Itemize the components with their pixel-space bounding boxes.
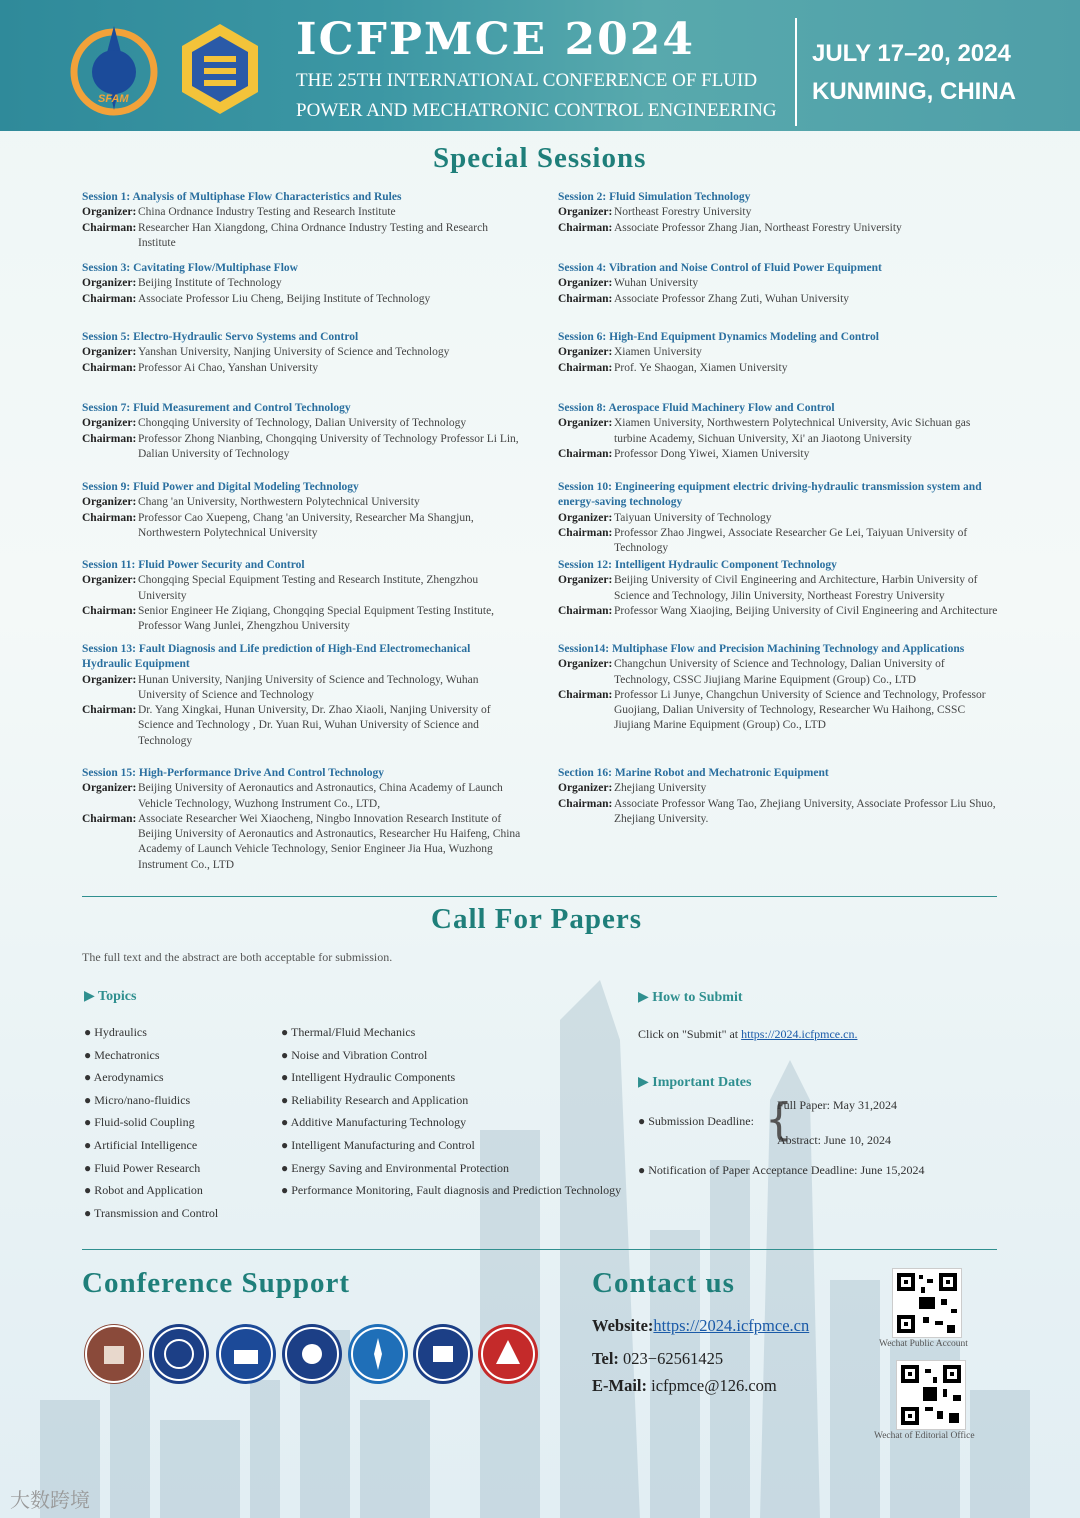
chairman-label: Chairman: <box>558 797 613 810</box>
session-organizer: Northeast Forestry University <box>614 206 752 219</box>
divider-line <box>82 896 997 897</box>
session-chairman: Professor Wang Xiaojing, Beijing University of Civil Engineering and Architecture <box>614 604 998 617</box>
chairman-label: Chairman: <box>82 812 137 825</box>
session-organizer: Zhejiang University <box>614 782 707 795</box>
supporter-seal-3 <box>216 1324 276 1384</box>
session-chairman-row <box>558 604 998 619</box>
conference-location: KUNMING, CHINA <box>812 78 1016 105</box>
supporter-seal-2 <box>149 1324 209 1384</box>
chairman-label: Chairman: <box>558 447 613 460</box>
website-label: Website: <box>592 1316 654 1335</box>
qr-caption-public-account: Wechat Public Account <box>879 1339 968 1349</box>
session-chairman: Associate Professor Wang Tao, Zhejiang University, Associate Professor Liu Shuo, Zhejiang University. <box>614 797 996 825</box>
topic-item: ● Performance Monitoring, Fault diagnosis and Prediction Technology <box>281 1183 622 1198</box>
session-organizer: Yanshan University, Nanjing University of Science and Technology <box>138 346 450 359</box>
divider-line-2 <box>82 1249 997 1250</box>
topic-item: ● Intelligent Hydraulic Components <box>281 1070 456 1085</box>
submit-link[interactable]: https://2024.icfpmce.cn. <box>741 1027 858 1041</box>
session-organizer-row <box>558 511 998 526</box>
session-chairman-row <box>82 221 522 252</box>
qr-caption-editorial-office: Wechat of Editorial Office <box>874 1431 975 1441</box>
session-title: Session 7: Fluid Measurement and Control Technology <box>82 402 351 414</box>
chairman-label: Chairman: <box>558 292 613 305</box>
topic-item: ● Aerodynamics <box>84 1070 164 1085</box>
organizer-label: Organizer: <box>82 277 137 290</box>
session-block <box>558 330 998 376</box>
website-row <box>592 1316 809 1336</box>
supporter-seal-4 <box>282 1324 342 1384</box>
session-organizer-row <box>558 345 998 360</box>
organizer-label: Organizer: <box>558 782 613 795</box>
important-dates-heading: ▶ Important Dates <box>638 1075 752 1090</box>
session-organizer: Beijing University of Civil Engineering and Architecture, Harbin University of Science and Technology, Jilin University, Northeast Forestry University <box>614 574 978 602</box>
session-organizer: Changchun University of Science and Technology, Dalian University of Technology, CSSC Jiujiang Marine Equipment (Group) Co., LTD <box>614 658 945 686</box>
session-chairman-row <box>82 432 522 463</box>
session-block <box>558 642 998 734</box>
session-chairman-row <box>82 703 522 749</box>
session-block <box>82 642 522 749</box>
session-organizer: Beijing University of Aeronautics and Astronautics, China Academy of Launch Vehicle Technology, Wuzhong Instrument Co., LTD, <box>138 782 503 810</box>
topic-item: ● Fluid Power Research <box>84 1160 201 1175</box>
session-chairman: Professor Cao Xuepeng, Chang 'an University, Researcher Ma Shangjun, Northwestern Polytechnical University <box>138 511 474 539</box>
session-organizer: China Ordnance Industry Testing and Research Institute <box>138 206 396 219</box>
session-block <box>558 190 998 236</box>
session-title: Session 3: Cavitating Flow/Multiphase Flow <box>82 262 298 274</box>
session-chairman: Associate Professor Zhang Zuti, Wuhan University <box>614 292 850 305</box>
chairman-label: Chairman: <box>558 604 613 617</box>
session-chairman: Professor Ai Chao, Yanshan University <box>138 361 319 374</box>
session-block <box>558 401 998 462</box>
chairman-label: Chairman: <box>82 432 137 445</box>
conference-date: JULY 17–20, 2024 <box>812 40 1011 67</box>
how-to-submit-heading: ▶ How to Submit <box>638 990 743 1005</box>
sfam-logo <box>68 20 160 120</box>
chairman-label: Chairman: <box>82 511 137 524</box>
session-block <box>82 190 522 251</box>
session-title: Session 10: Engineering equipment electric driving-hydraulic transmission system and energy-saving technology <box>558 481 982 509</box>
session-chairman: Professor Zhao Jingwei, Associate Researcher Ge Lei, Taiyuan University of Technology <box>614 526 968 555</box>
session-organizer: Xiamen University, Northwestern Polytechnical University, Avic Sichuan gas turbine Academy, Sichuan University, Xi' an Jiaotong University <box>614 417 971 445</box>
session-chairman: Professor Li Junye, Changchun University of Science and Technology, Professor Guojiang, Dalian University of Technology, Researcher Wu Haihong, CSSC Jiujiang Marine Equipment (Group) Co., LTD <box>614 688 986 732</box>
conference-support-heading: Conference Support <box>82 1267 350 1299</box>
session-organizer-row <box>82 495 522 510</box>
tel-row <box>592 1349 723 1369</box>
topic-item: ● Noise and Vibration Control <box>281 1047 428 1062</box>
supporter-seal-6 <box>413 1324 473 1384</box>
chairman-label: Chairman: <box>82 292 137 305</box>
session-title: Section 16: Marine Robot and Mechatronic Equipment <box>558 767 829 779</box>
session-chairman-row <box>82 361 522 376</box>
brace-symbol: { <box>765 1094 793 1145</box>
topics-column-2 <box>281 1021 621 1202</box>
session-organizer: Chongqing University of Technology, Dalian University of Technology <box>138 417 467 430</box>
organizer-label: Organizer: <box>82 206 137 219</box>
tel-label: Tel: <box>592 1349 619 1368</box>
session-block <box>82 261 522 307</box>
session-title: Session 4: Vibration and Noise Control of Fluid Power Equipment <box>558 262 882 274</box>
session-title: Session 2: Fluid Simulation Technology <box>558 191 751 203</box>
session-chairman-row <box>558 447 998 462</box>
organizer-label: Organizer: <box>558 511 613 524</box>
session-organizer: Beijing Institute of Technology <box>138 277 282 290</box>
subtitle-line-2: POWER AND MECHATRONIC CONTROL ENGINEERING <box>296 100 777 121</box>
header-banner <box>0 0 1080 131</box>
session-chairman-row <box>82 604 522 635</box>
organizer-label: Organizer: <box>82 496 137 509</box>
topic-item: ● Micro/nano-fluidics <box>84 1092 191 1107</box>
qr-code-editorial-office <box>896 1360 966 1430</box>
organizer-label: Organizer: <box>82 346 137 359</box>
session-chairman: Prof. Ye Shaogan, Xiamen University <box>614 361 788 374</box>
topic-item: ● Intelligent Manufacturing and Control <box>281 1137 475 1152</box>
email-value: icfpmce@126.com <box>651 1376 777 1395</box>
topic-item: ● Thermal/Fluid Mechanics <box>281 1025 416 1039</box>
session-chairman-row <box>82 812 522 873</box>
organizer-label: Organizer: <box>82 574 137 587</box>
how-to-submit-label: Click on "Submit" at <box>638 1027 739 1041</box>
session-title: Session 12: Intelligent Hydraulic Component Technology <box>558 559 837 571</box>
session-organizer-row <box>558 573 998 604</box>
session-chairman: Researcher Han Xiangdong, China Ordnance Industry Testing and Research Institute <box>138 221 488 249</box>
session-chairman-row <box>82 511 522 542</box>
submission-deadline-label: ● Submission Deadline: <box>638 1114 754 1128</box>
session-block <box>82 330 522 376</box>
topic-item: ● Energy Saving and Environmental Protection <box>281 1160 509 1175</box>
session-chairman: Professor Dong Yiwei, Xiamen University <box>614 447 810 460</box>
session-organizer-row <box>558 781 998 796</box>
organizer-label: Organizer: <box>558 574 613 587</box>
session-organizer-row <box>82 673 522 704</box>
organizer-label: Organizer: <box>82 782 137 795</box>
session-chairman: Professor Zhong Nianbing, Chongqing University of Technology Professor Li Lin, Dalian University of Technology <box>138 432 519 460</box>
topics-column-1 <box>84 1021 218 1224</box>
topic-item: ● Mechatronics <box>84 1047 160 1062</box>
session-organizer-row <box>82 276 522 291</box>
chairman-label: Chairman: <box>82 704 137 717</box>
conference-logo <box>178 22 262 116</box>
session-title: Session 6: High-End Equipment Dynamics Modeling and Control <box>558 331 879 343</box>
session-chairman: Associate Researcher Wei Xiaocheng, Ningbo Innovation Research Institute of Beijing University of Aeronautics and Astronautics, Researcher Hu Haifeng, China Academy of Launch Vehicle Technology, Senior Engineer Jia Hua, Wuzhong Instrument Co., LTD <box>138 812 521 871</box>
session-title: Session14: Multiphase Flow and Precision Machining Technology and Applications <box>558 643 965 655</box>
chairman-label: Chairman: <box>82 361 137 374</box>
organizer-label: Organizer: <box>558 658 613 671</box>
session-block <box>558 261 998 307</box>
session-organizer-row <box>82 573 522 604</box>
topic-item: ● Transmission and Control <box>84 1205 219 1220</box>
session-organizer: Wuhan University <box>614 277 699 290</box>
session-title: Session 5: Electro-Hydraulic Servo Systems and Control <box>82 331 359 343</box>
chairman-label: Chairman: <box>558 688 613 701</box>
session-organizer-row <box>82 345 522 360</box>
call-for-papers-heading: Call For Papers <box>431 903 642 935</box>
session-chairman-row <box>82 292 522 307</box>
session-organizer-row <box>558 205 998 220</box>
chairman-label: Chairman: <box>82 604 137 617</box>
topic-item: ● Hydraulics <box>84 1025 147 1039</box>
session-organizer-row <box>558 657 998 688</box>
topic-item: ● Additive Manufacturing Technology <box>281 1115 467 1130</box>
conference-subtitle <box>296 66 786 126</box>
session-title: Session 9: Fluid Power and Digital Modeling Technology <box>82 481 359 493</box>
full-paper-date: Full Paper: May 31,2024 <box>777 1098 897 1112</box>
organizer-label: Organizer: <box>82 673 137 686</box>
session-chairman-row <box>558 688 998 734</box>
session-chairman-row <box>558 221 998 236</box>
chairman-label: Chairman: <box>82 221 137 234</box>
website-link[interactable]: https://2024.icfpmce.cn <box>653 1316 810 1335</box>
abstract-date: Abstract: June 10, 2024 <box>777 1133 891 1147</box>
topic-item: ● Reliability Research and Application <box>281 1092 469 1107</box>
supporter-seal-5 <box>348 1324 408 1384</box>
topic-item: ● Robot and Application <box>84 1183 203 1198</box>
session-block <box>558 480 998 556</box>
supporter-seal-1 <box>84 1324 144 1384</box>
session-block <box>558 766 998 827</box>
session-chairman: Associate Professor Liu Cheng, Beijing Institute of Technology <box>138 292 431 305</box>
session-chairman: Dr. Yang Xingkai, Hunan University, Dr. Zhao Xiaoli, Nanjing University of Science and Technology , Dr. Yuan Rui, Wuhan University of Science and Technology <box>138 704 491 747</box>
topic-item: ● Fluid-solid Coupling <box>84 1115 195 1130</box>
session-block <box>82 480 522 541</box>
organizer-label: Organizer: <box>558 206 613 219</box>
how-to-submit-text <box>638 1027 857 1042</box>
header-divider <box>795 18 797 126</box>
session-organizer-row <box>82 205 522 220</box>
organizer-label: Organizer: <box>558 417 613 430</box>
topic-item: ● Artificial Intelligence <box>84 1137 198 1152</box>
special-sessions-heading: Special Sessions <box>433 142 647 174</box>
session-organizer: Hunan University, Nanjing University of Science and Technology, Wuhan University of Science and Technology <box>138 673 479 701</box>
session-chairman-row <box>558 526 998 557</box>
session-chairman-row <box>558 292 998 307</box>
session-block <box>82 558 522 634</box>
session-chairman: Associate Professor Zhang Jian, Northeast Forestry University <box>614 221 902 234</box>
session-chairman: Senior Engineer He Ziqiang, Chongqing Special Equipment Testing Institute, Professor Wang Junlei, Zhengzhou University <box>138 604 495 633</box>
session-title: Session 13: Fault Diagnosis and Life prediction of High-End Electromechanical Hydraulic Equipment <box>82 643 471 671</box>
sfam-logo-text: SFAM <box>98 93 129 105</box>
watermark: 大数跨境 <box>10 1488 90 1512</box>
session-block <box>82 401 522 462</box>
organizer-label: Organizer: <box>558 277 613 290</box>
session-chairman-row <box>558 361 998 376</box>
session-organizer: Xiamen University <box>614 346 702 359</box>
session-block <box>82 766 522 873</box>
supporter-seal-7 <box>478 1324 538 1384</box>
chairman-label: Chairman: <box>558 361 613 374</box>
session-title: Session 1: Analysis of Multiphase Flow Characteristics and Rules <box>82 191 402 203</box>
chairman-label: Chairman: <box>558 526 613 539</box>
session-title: Session 8: Aerospace Fluid Machinery Flow and Control <box>558 402 835 414</box>
contact-us-heading: Contact us <box>592 1267 735 1299</box>
notification-deadline: ● Notification of Paper Acceptance Deadline: June 15,2024 <box>638 1163 925 1177</box>
chairman-label: Chairman: <box>558 221 613 234</box>
session-chairman-row <box>558 797 998 828</box>
organizer-label: Organizer: <box>558 346 613 359</box>
email-label: E-Mail: <box>592 1376 647 1395</box>
session-block <box>558 558 998 619</box>
session-organizer-row <box>82 416 522 431</box>
qr-code-public-account <box>892 1268 962 1338</box>
session-title: Session 15: High-Performance Drive And Control Technology <box>82 767 384 779</box>
session-organizer: Chongqing Special Equipment Testing and Research Institute, Zhengzhou University <box>138 574 479 602</box>
session-organizer: Chang 'an University, Northwestern Polytechnical University <box>138 496 420 509</box>
topics-heading: ▶ Topics <box>84 989 137 1004</box>
session-organizer-row <box>558 416 998 447</box>
tel-value: 023−62561425 <box>623 1349 724 1368</box>
subtitle-line-1: THE 25TH INTERNATIONAL CONFERENCE OF FLUID <box>296 70 758 91</box>
conference-title: ICFPMCE 2024 <box>296 14 695 65</box>
email-row <box>592 1376 777 1396</box>
session-organizer-row <box>558 276 998 291</box>
session-organizer: Taiyuan University of Technology <box>614 511 772 524</box>
session-title: Session 11: Fluid Power Security and Control <box>82 559 305 571</box>
session-organizer-row <box>82 781 522 812</box>
organizer-label: Organizer: <box>82 417 137 430</box>
submission-note: The full text and the abstract are both acceptable for submission. <box>82 950 393 964</box>
